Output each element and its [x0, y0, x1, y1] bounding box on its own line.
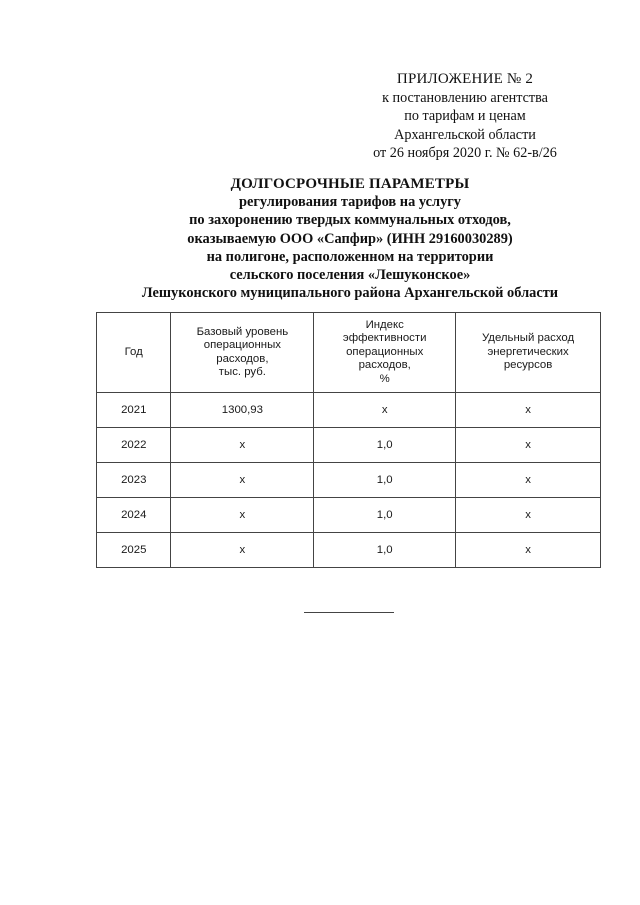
table-row [97, 533, 601, 568]
header-line: операционных [346, 345, 424, 358]
header-line: Индекс [365, 318, 404, 331]
closing-divider [304, 612, 394, 613]
cell-base: x [171, 498, 314, 533]
header-year [97, 313, 171, 393]
header-year-label: Год [124, 345, 143, 358]
appendix-line: к постановлению агентства [382, 89, 548, 106]
cell-base: 1300,93 [171, 393, 314, 428]
appendix-line: Архангельской области [394, 126, 536, 143]
parameters-table [96, 312, 601, 568]
heading-line: оказываемую ООО «Сапфир» (ИНН 29160030289) [187, 230, 513, 247]
cell-energy: x [456, 533, 601, 568]
heading-line: сельского поселения «Лешуконское» [229, 267, 471, 284]
heading-line: на полигоне, расположенном на территории [206, 248, 494, 265]
cell-energy: x [456, 393, 601, 428]
appendix-line: по тарифам и ценам [404, 108, 526, 125]
cell-base: x [171, 428, 314, 463]
header-energy-consumption [456, 313, 601, 393]
table-header-row [97, 313, 601, 393]
header-line: тыс. руб. [218, 365, 266, 378]
cell-index: 1,0 [314, 533, 456, 568]
cell-year: 2025 [97, 533, 171, 568]
heading-title: ДОЛГОСРОЧНЫЕ ПАРАМЕТРЫ [230, 176, 470, 192]
cell-index: 1,0 [314, 463, 456, 498]
table-row [97, 498, 601, 533]
cell-year: 2024 [97, 498, 171, 533]
header-efficiency-index [314, 313, 456, 393]
table-row [97, 463, 601, 498]
cell-index: x [314, 393, 456, 428]
cell-base: x [171, 463, 314, 498]
cell-index: 1,0 [314, 498, 456, 533]
cell-energy: x [456, 498, 601, 533]
header-line: Базовый уровень [196, 325, 289, 338]
heading-line: по захоронению твердых коммунальных отходов, [189, 212, 511, 229]
appendix-block [340, 70, 590, 163]
header-line: эффективности [342, 332, 427, 345]
header-base-level [171, 313, 314, 393]
cell-year: 2023 [97, 463, 171, 498]
cell-year: 2022 [97, 428, 171, 463]
heading-line: регулирования тарифов на услугу [238, 194, 462, 211]
cell-index: 1,0 [314, 428, 456, 463]
table-row [97, 428, 601, 463]
cell-energy: x [456, 463, 601, 498]
header-line: ресурсов [503, 359, 553, 372]
document-heading [60, 175, 640, 302]
header-line: % [379, 372, 390, 385]
header-line: операционных [203, 339, 281, 352]
appendix-line: от 26 ноября 2020 г. № 62-в/26 [373, 145, 557, 162]
heading-line: Лешуконского муниципального района Архангельской области [141, 285, 559, 302]
appendix-title: ПРИЛОЖЕНИЕ № 2 [396, 71, 534, 87]
header-line: расходов, [358, 359, 411, 372]
header-line: Удельный расход [481, 332, 575, 345]
table-row [97, 393, 601, 428]
header-line: энергетических [487, 345, 569, 358]
cell-energy: x [456, 428, 601, 463]
cell-year: 2021 [97, 393, 171, 428]
header-line: расходов, [216, 352, 269, 365]
cell-base: x [171, 533, 314, 568]
